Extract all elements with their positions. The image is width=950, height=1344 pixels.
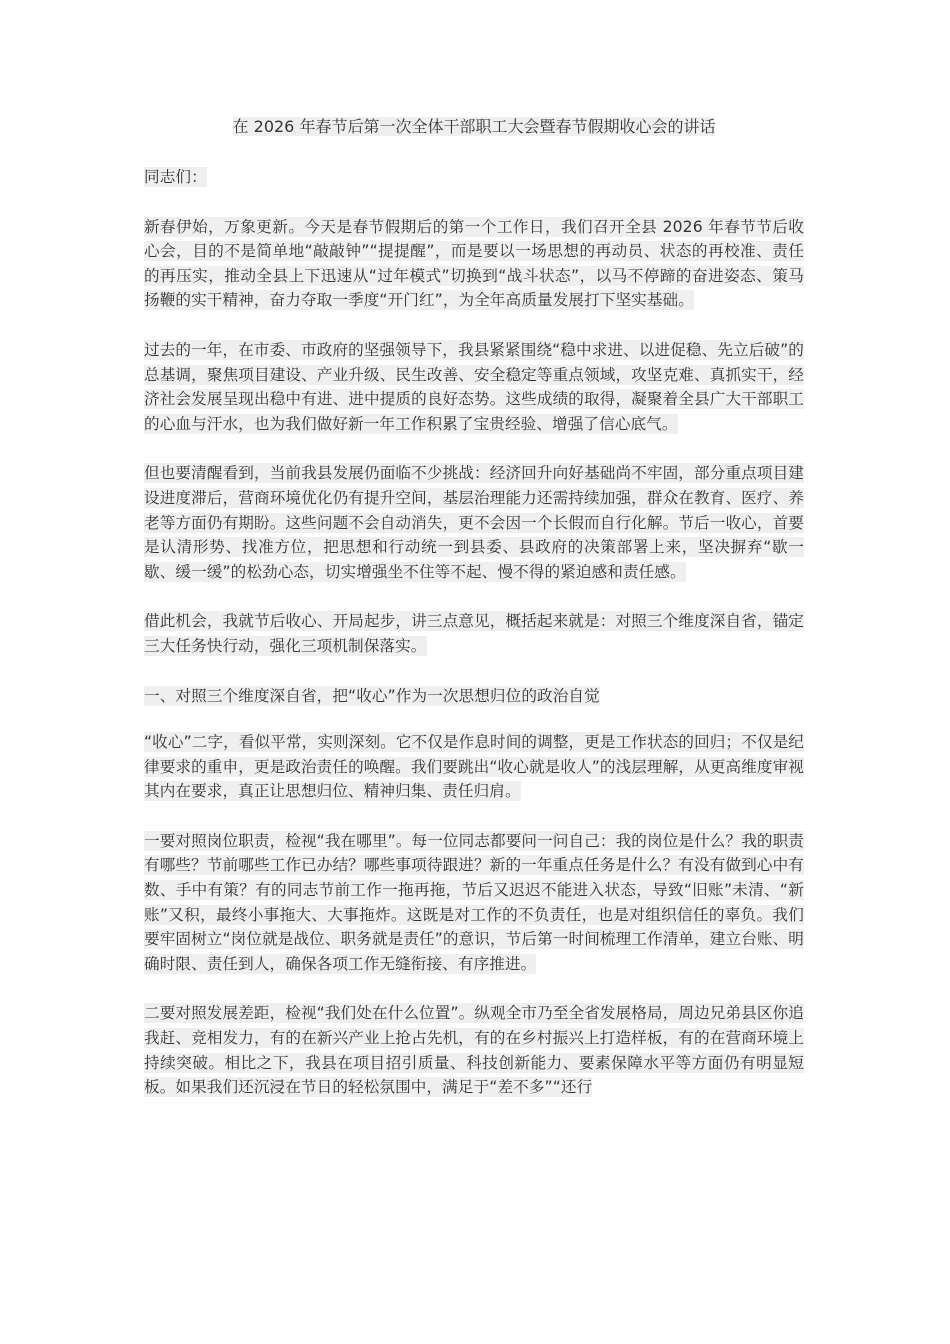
document-page xyxy=(144,115,804,1125)
document-title: 在 2026 年春节后第一次全体干部职工大会暨春节假期收心会的讲话 xyxy=(232,117,716,136)
paragraph-challenges: 但也要清醒看到，当前我县发展仍面临不少挑战：经济回升向好基础尚不牢固，部分重点项目建设进度滞后，营商环境优化仍有提升空间，基层治理能力还需持续加强，群众在教育、医疗、养老等方面仍有期盼。这些问题不会自动消失，更不会因一个长假而自行化解。节后一收心，首要是认清形势、找准方位，把思想和行动统一到县委、县政府的决策部署上来，坚决摒弃“歇一歇、缓一缓”的松劲心态，切实增强坐不住等不起、慢不得的紧迫感和责任感。 xyxy=(144,464,804,581)
paragraph-point-two: 二要对照发展差距，检视“我们处在什么位置”。纵观全市乃至全省发展格局，周边兄弟县区你追我赶、竞相发力，有的在新兴产业上抢占先机，有的在乡村振兴上打造样板，有的在营商环境上持续突破。相比之下，我县在项目招引质量、科技创新能力、要素保障水平等方面仍有明显短板。如果我们还沉浸在节日的轻松氛围中，满足于“差不多”“还行 xyxy=(144,1004,804,1097)
paragraph-three-points: 借此机会，我就节后收心、开局起步，讲三点意见，概括起来就是：对照三个维度深自省，锚定三大任务快行动，强化三项机制保落实。 xyxy=(144,612,804,655)
paragraph-shouxin: “收心”二字，看似平常，实则深刻。它不仅是作息时间的调整，更是工作状态的回归；不仅是纪律要求的重申，更是政治责任的唤醒。我们要跳出“收心就是收人”的浅层理解，从更高维度审视其内在要求，真正让思想归位、精神归集、责任归肩。 xyxy=(144,733,804,801)
salutation: 同志们： xyxy=(144,168,207,186)
paragraph-point-one: 一要对照岗位职责，检视“我在哪里”。每一位同志都要问一问自己：我的岗位是什么？我的职责有哪些？节前哪些工作已办结？哪些事项待跟进？新的一年重点任务是什么？有没有做到心中有数、手中有策？有的同志节前工作一拖再拖，节后又迟迟不能进入状态，导致“旧账”未清、“新账”又积，最终小事拖大、大事拖炸。这既是对工作的不负责任，也是对组织信任的辜负。我们要牢固树立“岗位就是战位、职务就是责任”的意识，节后第一时间梳理工作清单，建立台账、明确时限、责任到人，确保各项工作无缝衔接、有序推进。 xyxy=(144,831,804,973)
paragraph-past-year: 过去的一年，在市委、市政府的坚强领导下，我县紧紧围绕“稳中求进、以进促稳、先立后破”的总基调，聚焦项目建设、产业升级、民生改善、安全稳定等重点领域，攻坚克难、真抓实干，经济社会发展呈现出稳中有进、进中提质的良好态势。这些成绩的取得，凝聚着全县广大干部职工的心血与汗水，也为我们做好新一年工作积累了宝贵经验、增强了信心底气。 xyxy=(144,340,804,433)
section-heading: 一、对照三个维度深自省，把“收心”作为一次思想归位的政治自觉 xyxy=(144,686,600,705)
paragraph-intro: 新春伊始，万象更新。今天是春节假期后的第一个工作日，我们召开全县 2026 年春节节后收心会，目的不是简单地“敲敲钟”“提提醒”，而是要以一场思想的再动员、状态的再校准、责任的再压实，推动全县上下迅速从“过年模式”切换到“战斗状态”，以马不停蹄的奋进姿态、策马扬鞭的实干精神，奋力夺取一季度“开门红”，为全年高质量发展打下坚实基础。 xyxy=(144,217,804,310)
